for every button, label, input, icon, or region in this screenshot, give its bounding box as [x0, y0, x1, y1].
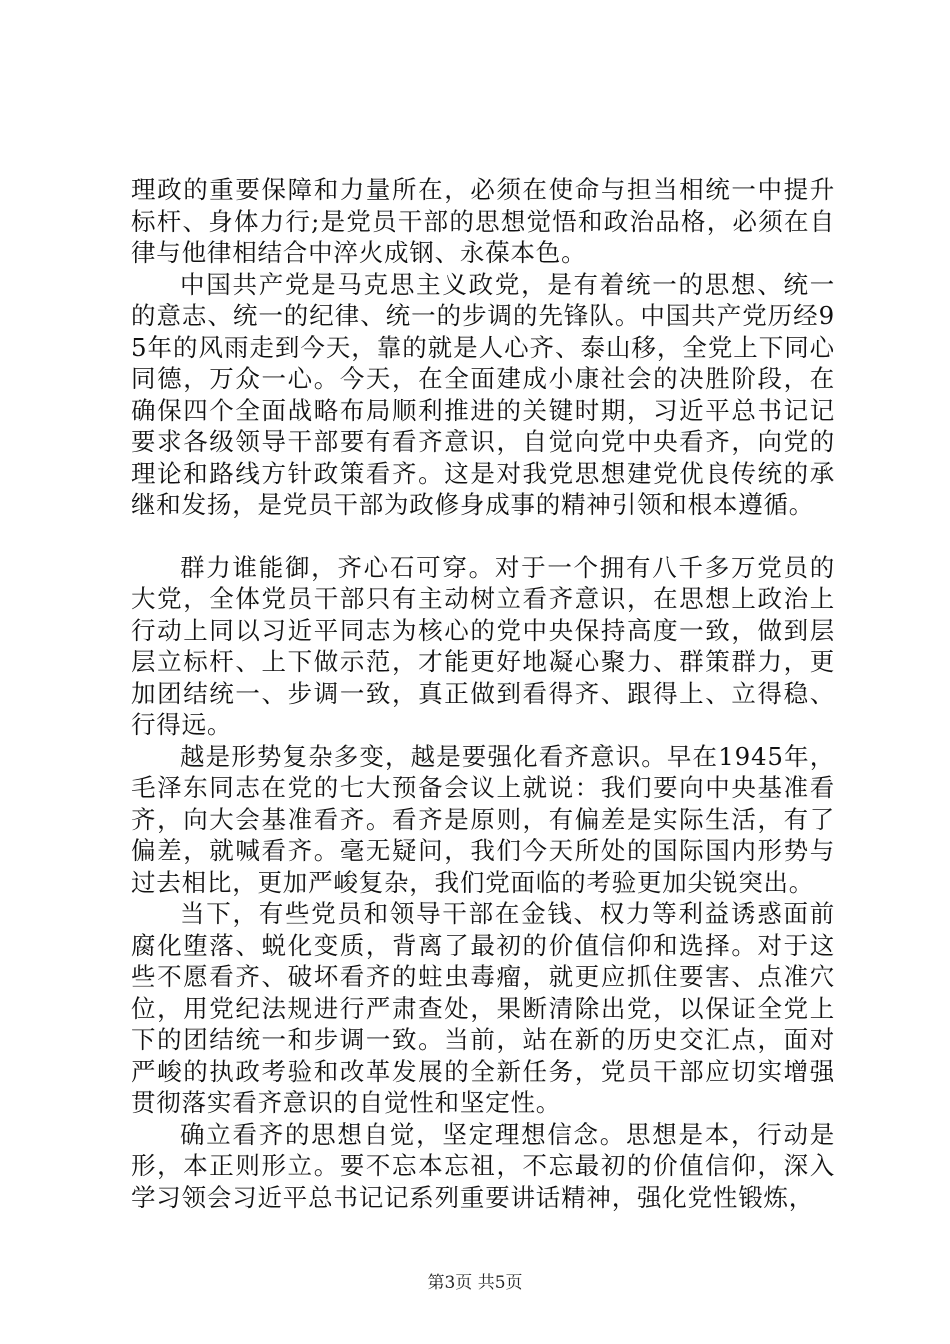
- page-number-footer: 第3页 共5页: [427, 1273, 523, 1293]
- paragraph-1: 理政的重要保障和力量所在，必须在使命与担当相统一中提升标杆、身体力行;是党员干部的思想觉悟和政治品格，必须在自律与他律相结合中淬火成钢、永葆本色。: [131, 175, 835, 267]
- body-text: [131, 174, 835, 1213]
- paragraph-2: 中国共产党是马克思主义政党，是有着统一的思想、统一的意志、统一的纪律、统一的步调的先锋队。中国共产党历经95年的风雨走到今天，靠的就是人心齐、泰山移，全党上下同心同德，万众一心。今天，在全面建成小康社会的决胜阶段，在确保四个全面战略布局顺利推进的关键时期，习近平总书记记要求各级领导干部要有看齐意识，自觉向党中央看齐，向党的理论和路线方针政策看齐。这是对我党思想建党优良传统的承继和发扬，是党员干部为政修身成事的精神引领和根本遵循。: [131, 269, 835, 519]
- paragraph-5: 当下，有些党员和领导干部在金钱、权力等利益诱惑面前腐化堕落、蜕化变质，背离了最初的价值信仰和选择。对于这些不愿看齐、破坏看齐的蛀虫毒瘤，就更应抓住要害、点准穴位，用党纪法规进行严肃查处，果断清除出党，以保证全党上下的团结统一和步调一致。当前，站在新的历史交汇点，面对严峻的执政考验和改革发展的全新任务，党员干部应切实增强贯彻落实看齐意识的自觉性和坚定性。: [131, 899, 835, 1117]
- paragraph-gap: [131, 521, 835, 552]
- paragraph-3: 群力谁能御，齐心石可穿。对于一个拥有八千多万党员的大党，全体党员干部只有主动树立看齐意识，在思想上政治上行动上同以习近平同志为核心的党中央保持高度一致，做到层层立标杆、上下做示范，才能更好地凝心聚力、群策群力，更加团结统一、步调一致，真正做到看得齐、跟得上、立得稳、行得远。: [131, 552, 835, 739]
- paragraph-4: 越是形势复杂多变，越是要强化看齐意识。早在1945年，毛泽东同志在党的七大预备会议上就说：我们要向中央基准看齐，向大会基准看齐。看齐是原则，有偏差是实际生活，有了偏差，就喊看齐。毫无疑问，我们今天所处的国际国内形势与过去相比，更加严峻复杂，我们党面临的考验更加尖锐突出。: [131, 741, 835, 897]
- paragraph-6: 确立看齐的思想自觉，坚定理想信念。思想是本，行动是形，本正则形立。要不忘本忘祖，不忘最初的价值信仰，深入学习领会习近平总书记记系列重要讲话精神，强化党性锻炼，: [131, 1119, 835, 1212]
